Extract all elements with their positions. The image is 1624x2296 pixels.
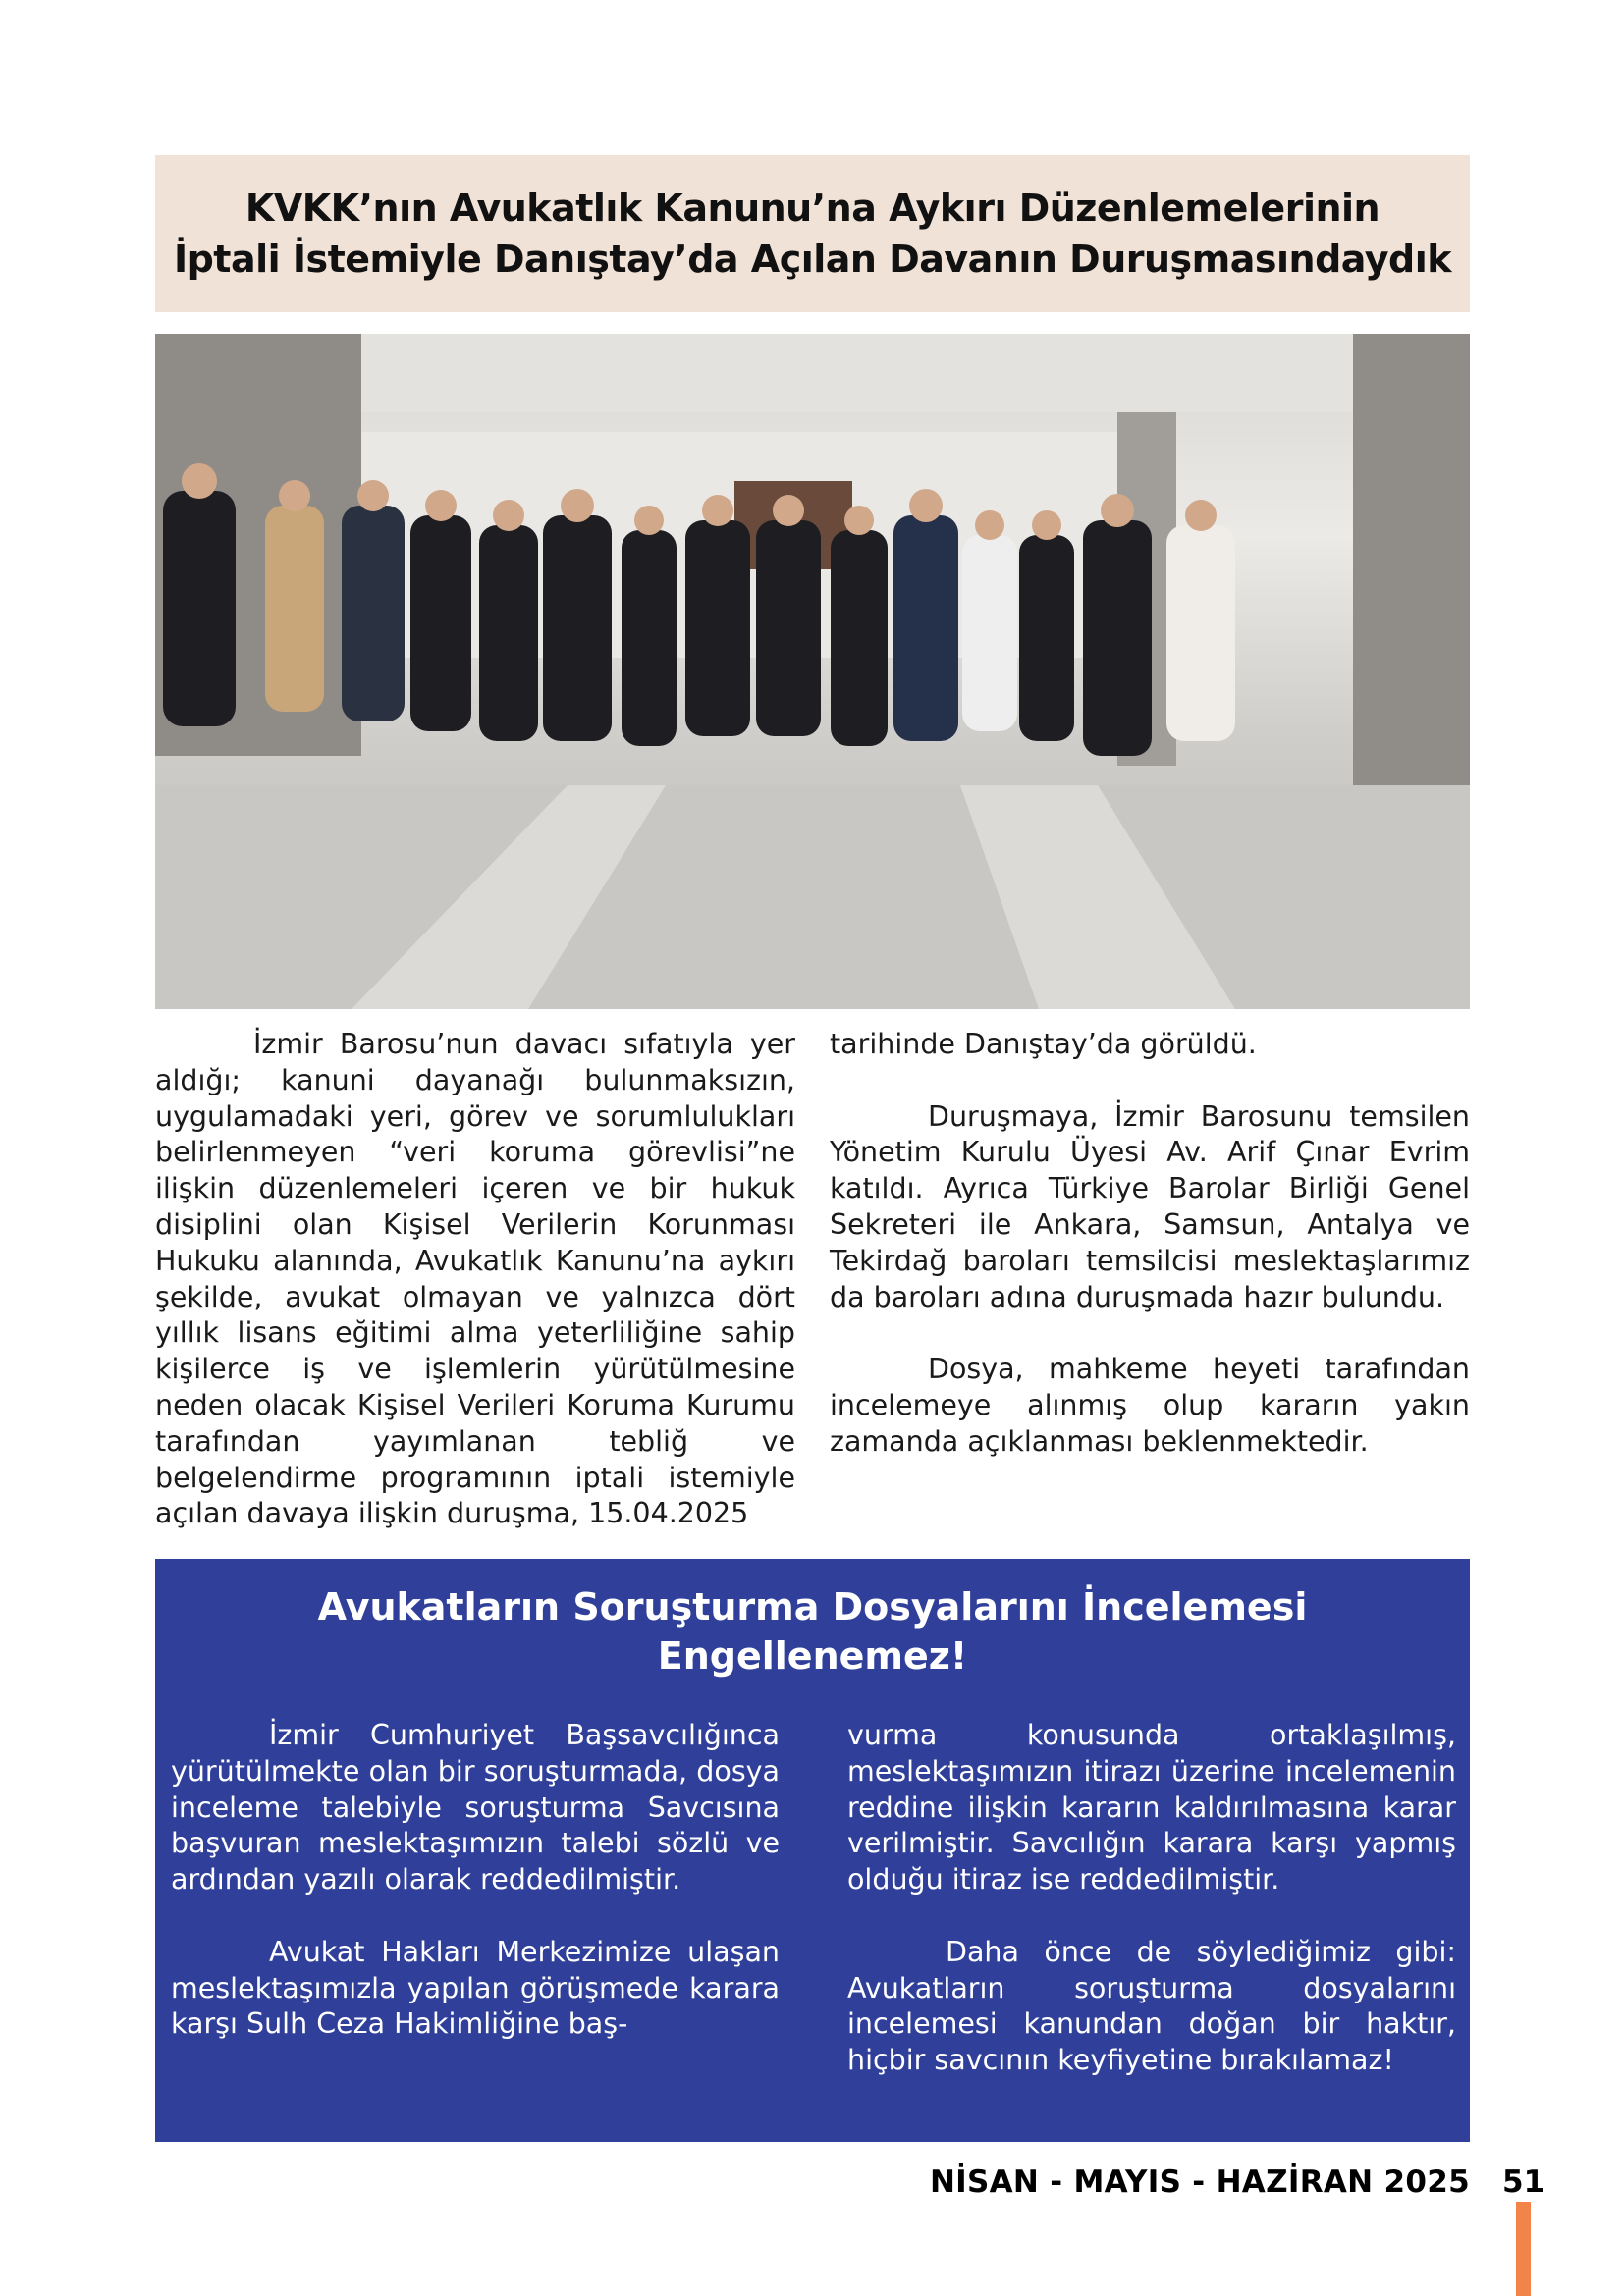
article-title-box	[155, 155, 1470, 312]
accent-bar	[1516, 2202, 1531, 2296]
highlight-paragraph: vurma konusunda ortaklaşılmış, meslektaşımızın itirazı üzerine incelemenin reddine ilişkin kararın kaldırılmasına karar verilmiştir. Savcılığın karara karşı yapmış olduğu itiraz ise reddedilmiştir.	[847, 1719, 1456, 1896]
article-paragraph: tarihinde Danıştay’da görüldü.	[830, 1028, 1257, 1060]
highlight-box	[155, 1559, 1470, 2142]
article-paragraph: İzmir Barosu’nun davacı sıfatıyla yer aldığı; kanuni dayanağı bulunmaksızın, uygulamadaki yeri, görev ve sorumlulukları belirlenmeyen “veri koruma görevlisi”ne ilişkin düzenlemeleri içeren ve bir hukuk disiplini olan Kişisel Verilerin Korunması Hukuku alanında, Avukatlık Kanunu’na aykırı şekilde, avukat olmayan ve yalnızca dört yıllık lisans eğitimi alma yeterliliğine sahip kişilerce iş ve işlemlerin yürütülmesine neden olacak Kişisel Verileri Koruma Kurumu tarafından yayımlanan tebliğ ve belgelendirme programının iptali istemiyle açılan davaya ilişkin duruşma, 15.04.2025	[155, 1028, 795, 1530]
highlight-title: Avukatların Soruşturma Dosyalarını İncelemesi Engellenemez!	[317, 1585, 1308, 1678]
article-column-right	[830, 1027, 1470, 1496]
article-column-left	[155, 1027, 795, 1569]
page-number: 51	[1502, 2164, 1545, 2200]
article-title: KVKK’nın Avukatlık Kanunu’na Aykırı Düzenlemelerinin İptali İstemiyle Danıştay’da Açılan Davanın Duruşmasındaydık	[173, 187, 1452, 281]
highlight-paragraph: Avukat Hakları Merkezimize ulaşan meslektaşımızla yapılan görüşmede karara karşı Sulh Ceza Hakimliğine baş-	[171, 1935, 780, 2041]
highlight-paragraph: İzmir Cumhuriyet Başsavcılığınca yürütülmekte olan bir soruşturmada, dosya inceleme talebiyle soruşturma Savcısına başvuran meslektaşımızın talebi sözlü ve ardından yazılı olarak reddedilmiştir.	[171, 1719, 780, 1896]
highlight-column-right	[847, 1718, 1456, 2115]
highlight-column-left	[171, 1718, 780, 2079]
article-paragraph: Duruşmaya, İzmir Barosunu temsilen Yönetim Kurulu Üyesi Av. Arif Çınar Evrim katıldı. Ayrıca Türkiye Barolar Birliği Genel Sekreteri ile Ankara, Samsun, Antalya ve Tekirdağ baroları temsilcisi meslektaşlarımız da baroları adına duruşmada hazır bulundu.	[830, 1099, 1470, 1313]
issue-label: NİSAN - MAYIS - HAZİRAN 2025	[929, 2164, 1470, 2200]
group-photo	[155, 334, 1470, 1009]
highlight-paragraph: Daha önce de söylediğimiz gibi: Avukatların soruşturma dosyalarını incelemesi kanundan doğan bir haktır, hiçbir savcının keyfiyetine bırakılamaz!	[847, 1935, 1456, 2077]
article-paragraph: Dosya, mahkeme heyeti tarafından incelemeye alınmış olup kararın yakın zamanda açıklanması beklenmektedir.	[830, 1353, 1470, 1458]
